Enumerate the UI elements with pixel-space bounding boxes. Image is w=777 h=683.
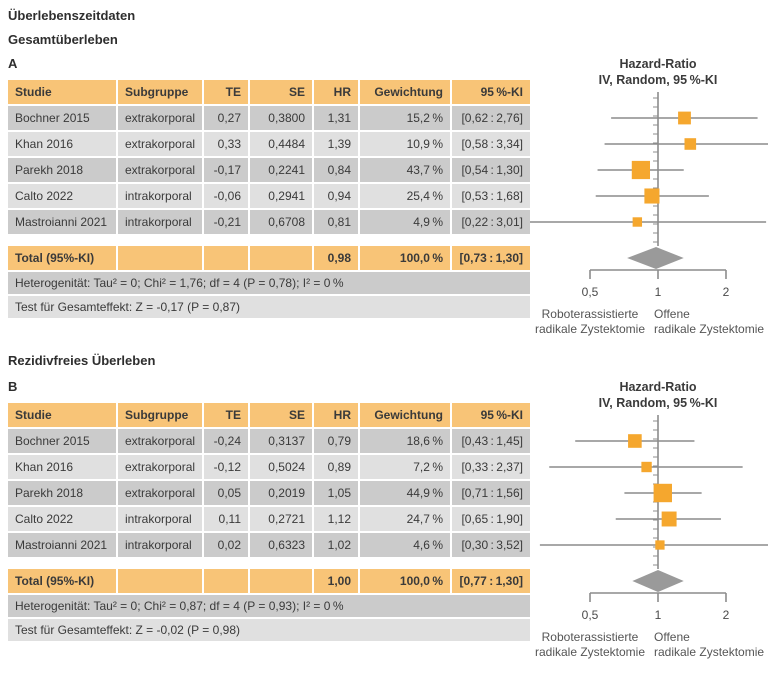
left-treatment-label: Roboterassistierte (541, 307, 639, 321)
cell-hr: 1,05 (314, 481, 358, 505)
cell-te: 0,05 (204, 481, 248, 505)
table-spacer (8, 236, 530, 246)
effect-square (633, 217, 642, 226)
header-te: TE (204, 403, 248, 427)
cell-gewichtung: 10,9 % (360, 132, 450, 156)
cell-studie: Calto 2022 (8, 184, 116, 208)
cell-hr: 0,94 (314, 184, 358, 208)
header-studie: Studie (8, 403, 116, 427)
total-ki: [0,77 : 1,30] (452, 569, 530, 593)
cell-hr: 1,31 (314, 106, 358, 130)
cell-studie: Parekh 2018 (8, 158, 116, 182)
cell-se: 0,3800 (250, 106, 312, 130)
heterogeneity-row: Heterogenität: Tau² = 0; Chi² = 1,76; df = 4 (P = 0,78); I² = 0 % (8, 272, 530, 294)
cell-gewichtung: 7,2 % (360, 455, 450, 479)
right-treatment-label: Offene (654, 630, 690, 644)
table-row (8, 507, 530, 531)
header-te: TE (204, 80, 248, 104)
right-treatment-label: radikale Zystektomie (654, 645, 765, 659)
table-row (8, 429, 530, 453)
cell-ki: [0,62 : 2,76] (452, 106, 530, 130)
total- (250, 246, 312, 270)
cell-hr: 1,39 (314, 132, 358, 156)
scale-tick-label: 1 (654, 608, 662, 622)
cell-hr: 0,79 (314, 429, 358, 453)
header-ki: 95 %-KI (452, 80, 530, 104)
effect-square (655, 540, 664, 549)
total-ki: [0,73 : 1,30] (452, 246, 530, 270)
cell-ki: [0,58 : 3,34] (452, 132, 530, 156)
cell-te: 0,11 (204, 507, 248, 531)
header-hr: HR (314, 403, 358, 427)
cell-gewichtung: 24,7 % (360, 507, 450, 531)
cell-se: 0,5024 (250, 455, 312, 479)
table-row (8, 210, 530, 234)
cell-subgruppe: extrakorporal (118, 132, 202, 156)
cell-hr: 1,12 (314, 507, 358, 531)
cell-studie: Khan 2016 (8, 455, 116, 479)
effect-square (641, 462, 651, 472)
header-subgruppe: Subgruppe (118, 80, 202, 104)
table-row (8, 184, 530, 208)
cell-subgruppe: intrakorporal (118, 184, 202, 208)
scale-tick-label: 0,5 (581, 285, 599, 299)
cell-ki: [0,33 : 2,37] (452, 455, 530, 479)
cell-subgruppe: intrakorporal (118, 210, 202, 234)
cell-ki: [0,54 : 1,30] (452, 158, 530, 182)
cell-gewichtung: 43,7 % (360, 158, 450, 182)
cell-se: 0,4484 (250, 132, 312, 156)
cell-subgruppe: extrakorporal (118, 158, 202, 182)
cell-se: 0,3137 (250, 429, 312, 453)
cell-subgruppe: extrakorporal (118, 106, 202, 130)
cell-se: 0,6323 (250, 533, 312, 557)
cell-studie: Bochner 2015 (8, 106, 116, 130)
overall-test-row: Test für Gesamteffekt: Z = -0,02 (P = 0,98) (8, 619, 530, 641)
total-label: Total (95%-KI) (8, 246, 116, 270)
total- (204, 569, 248, 593)
total-label: Total (95%-KI) (8, 569, 116, 593)
total-diamond (632, 570, 683, 592)
cell-hr: 0,81 (314, 210, 358, 234)
scale-tick-label: 2 (722, 608, 730, 622)
total-diamond (627, 247, 684, 269)
cell-te: -0,24 (204, 429, 248, 453)
cell-ki: [0,22 : 3,01] (452, 210, 530, 234)
table-spacer (8, 559, 530, 569)
effect-square (662, 512, 677, 527)
scale-tick-label: 1 (654, 285, 662, 299)
plot-title: Hazard-Ratio (619, 380, 697, 394)
effect-square (678, 112, 691, 125)
study-table-b (8, 403, 530, 641)
effect-square (685, 138, 697, 150)
total-gewichtung: 100,0 % (360, 569, 450, 593)
study-table-a (8, 80, 530, 318)
effect-square (644, 188, 659, 203)
cell-hr: 0,89 (314, 455, 358, 479)
right-treatment-label: Offene (654, 307, 690, 321)
left-treatment-label: Roboterassistierte (541, 630, 639, 644)
total-gewichtung: 100,0 % (360, 246, 450, 270)
heterogeneity-row: Heterogenität: Tau² = 0; Chi² = 0,87; df = 4 (P = 0,93); I² = 0 % (8, 595, 530, 617)
cell-gewichtung: 25,4 % (360, 184, 450, 208)
right-treatment-label: radikale Zystektomie (654, 322, 765, 336)
figure-title: Überlebenszeitdaten (8, 8, 136, 23)
table-header-row (8, 80, 530, 104)
cell-ki: [0,43 : 1,45] (452, 429, 530, 453)
total- (118, 569, 202, 593)
cell-gewichtung: 18,6 % (360, 429, 450, 453)
total- (250, 569, 312, 593)
total-hr: 1,00 (314, 569, 358, 593)
panel-label-b: B (8, 379, 18, 394)
header-subgruppe: Subgruppe (118, 403, 202, 427)
header-hr: HR (314, 80, 358, 104)
total- (118, 246, 202, 270)
cell-te: -0,17 (204, 158, 248, 182)
table-row (8, 106, 530, 130)
cell-gewichtung: 4,6 % (360, 533, 450, 557)
cell-studie: Calto 2022 (8, 507, 116, 531)
cell-ki: [0,53 : 1,68] (452, 184, 530, 208)
cell-hr: 0,84 (314, 158, 358, 182)
effect-square (654, 484, 672, 502)
overall-test-row: Test für Gesamteffekt: Z = -0,17 (P = 0,87) (8, 296, 530, 318)
plot-subtitle: IV, Random, 95 %-KI (598, 73, 718, 87)
cell-studie: Mastroianni 2021 (8, 210, 116, 234)
panel-recurrence-free-survival (8, 377, 769, 672)
cell-subgruppe: extrakorporal (118, 481, 202, 505)
table-row (8, 481, 530, 505)
cell-te: 0,02 (204, 533, 248, 557)
table-row (8, 533, 530, 557)
cell-subgruppe: extrakorporal (118, 429, 202, 453)
section-title-overall-survival: Gesamtüberleben (8, 32, 118, 47)
total-hr: 0,98 (314, 246, 358, 270)
header-se: SE (250, 403, 312, 427)
header-se: SE (250, 80, 312, 104)
cell-hr: 1,02 (314, 533, 358, 557)
cell-ki: [0,71 : 1,56] (452, 481, 530, 505)
left-treatment-label: radikale Zystektomie (534, 322, 646, 336)
header-ki: 95 %-KI (452, 403, 530, 427)
plot-title: Hazard-Ratio (619, 57, 697, 71)
effect-square (628, 434, 642, 448)
cell-se: 0,6708 (250, 210, 312, 234)
panel-label-a: A (8, 56, 18, 71)
cell-se: 0,2241 (250, 158, 312, 182)
cell-gewichtung: 4,9 % (360, 210, 450, 234)
cell-te: -0,21 (204, 210, 248, 234)
cell-se: 0,2941 (250, 184, 312, 208)
panel-overall-survival (8, 54, 769, 349)
effect-square (632, 161, 650, 179)
cell-se: 0,2721 (250, 507, 312, 531)
cell-subgruppe: extrakorporal (118, 455, 202, 479)
table-row (8, 158, 530, 182)
total- (204, 246, 248, 270)
plot-subtitle: IV, Random, 95 %-KI (598, 396, 718, 410)
left-treatment-label: radikale Zystektomie (534, 645, 646, 659)
cell-gewichtung: 15,2 % (360, 106, 450, 130)
section-title-recurrence-free-survival: Rezidivfreies Überleben (8, 353, 156, 368)
table-row (8, 455, 530, 479)
cell-se: 0,2019 (250, 481, 312, 505)
cell-studie: Parekh 2018 (8, 481, 116, 505)
scale-tick-label: 0,5 (581, 608, 599, 622)
header-studie: Studie (8, 80, 116, 104)
cell-te: -0,06 (204, 184, 248, 208)
cell-ki: [0,65 : 1,90] (452, 507, 530, 531)
cell-ki: [0,30 : 3,52] (452, 533, 530, 557)
cell-studie: Bochner 2015 (8, 429, 116, 453)
cell-subgruppe: intrakorporal (118, 533, 202, 557)
cell-te: 0,33 (204, 132, 248, 156)
table-header-row (8, 403, 530, 427)
cell-subgruppe: intrakorporal (118, 507, 202, 531)
scale-tick-label: 2 (722, 285, 730, 299)
table-total-row (8, 569, 530, 593)
cell-studie: Mastroianni 2021 (8, 533, 116, 557)
table-total-row (8, 246, 530, 270)
cell-te: 0,27 (204, 106, 248, 130)
header-gewichtung: Gewichtung (360, 80, 450, 104)
cell-studie: Khan 2016 (8, 132, 116, 156)
cell-gewichtung: 44,9 % (360, 481, 450, 505)
header-gewichtung: Gewichtung (360, 403, 450, 427)
table-row (8, 132, 530, 156)
cell-te: -0,12 (204, 455, 248, 479)
